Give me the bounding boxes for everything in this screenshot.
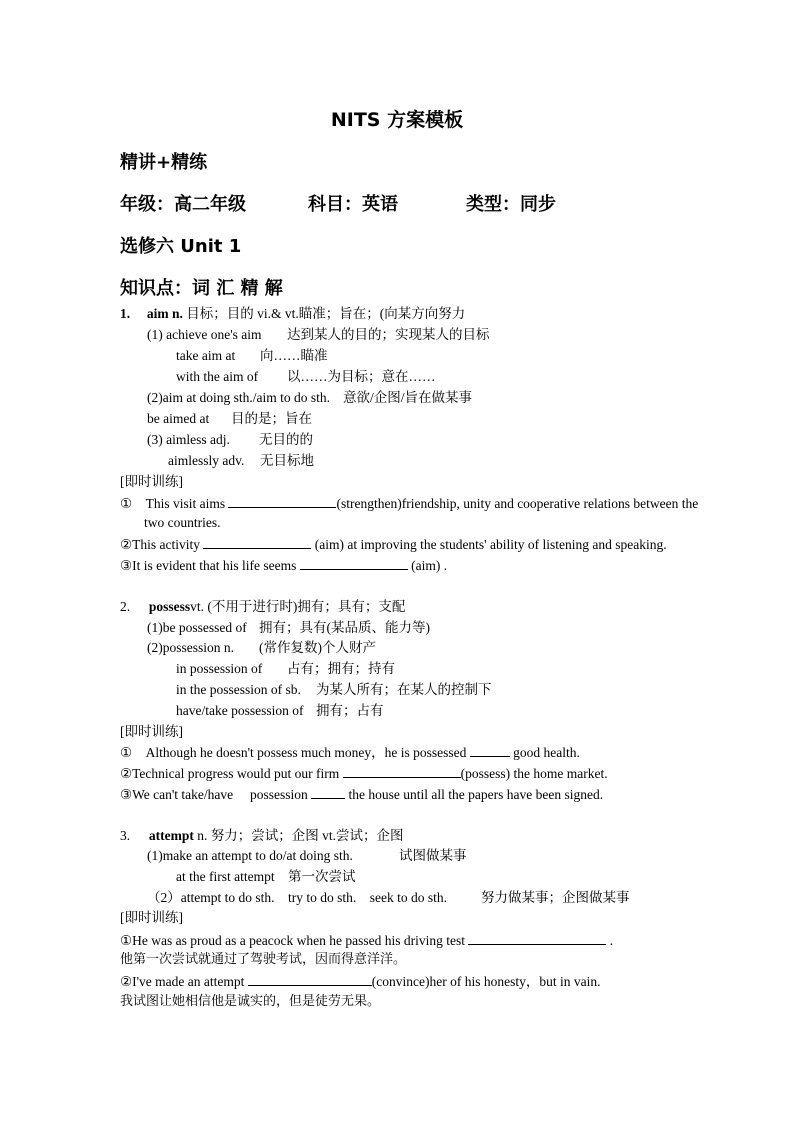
item2-heading xyxy=(120,599,405,615)
sub-title: 精讲+精练 xyxy=(120,152,208,173)
item3-exercise-2-translation: 我试图让她相信他是诚实的，但是徒劳无果。 xyxy=(120,994,381,1009)
item2-line-5: have/take possession of 拥有；占有 xyxy=(176,703,384,718)
item2-number: 2. xyxy=(120,599,131,614)
item2-practice-label: [即时训练] xyxy=(120,724,183,739)
item1-line-3: with the aim of 以……为目标；意在…… xyxy=(176,369,436,384)
item1-line-6: (3) aimless adj. 无目的的 xyxy=(147,432,313,447)
item2-exercise-1: ① Although he doesn't possess much money，he is possessed good health. xyxy=(120,745,580,760)
item3-exercise-2: ②I've made an attempt (convince)her of his honesty，but in vain. xyxy=(120,974,601,989)
item1-exercise-2: ②This activity (aim) at improving the students' ability of listening and speaking. xyxy=(120,537,667,552)
item3-line-2: at the first attempt 第一次尝试 xyxy=(176,869,356,884)
item1-line-5: be aimed at 目的是；旨在 xyxy=(147,411,312,426)
answer-blank[interactable] xyxy=(228,495,336,508)
item1-line-2: take aim at 向……瞄准 xyxy=(176,348,328,363)
item2-line-2: (2)possession n. (常作复数)个人财产 xyxy=(147,640,376,655)
item2-line-4: in the possession of sb. 为某人所有；在某人的控制下 xyxy=(176,682,492,697)
item3-line-1: (1)make an attempt to do/at doing sth. 试图做某事 xyxy=(147,848,467,863)
item2-line-3: in possession of 占有；拥有；持有 xyxy=(176,661,395,676)
answer-blank[interactable] xyxy=(300,557,408,570)
item2-exercise-3: ③We can't take/have possession the house until all the papers have been signed. xyxy=(120,787,604,802)
item1-line-4: (2)aim at doing sth./aim to do sth. 意欲/企图/旨在做某事 xyxy=(147,390,473,405)
answer-blank[interactable] xyxy=(311,786,345,799)
item1-exercise-1: ① This visit aims (strengthen)friendship, unity and cooperative relations between the xyxy=(120,496,699,511)
item3-exercise-1: ①He was as proud as a peacock when he passed his driving test . xyxy=(120,933,614,948)
item1-word: aim n. xyxy=(146,306,183,321)
item3-line-3: （2）attempt to do sth. try to do sth. seek to do sth. 努力做某事；企图做某事 xyxy=(147,890,630,905)
item2-line-1: (1)be possessed of 拥有；具有(某品质、能力等) xyxy=(147,620,430,635)
item1-line-7: aimlessly adv. 无目标地 xyxy=(168,453,314,468)
item1-number: 1. xyxy=(120,306,131,321)
item1-line-1: (1) achieve one's aim 达到某人的目的；实现某人的目标 xyxy=(147,327,490,342)
item3-number: 3. xyxy=(120,828,131,843)
answer-blank[interactable] xyxy=(203,536,311,549)
item3-word: attempt xyxy=(148,828,194,843)
section-heading: 知识点：词 汇 精 解 xyxy=(120,278,283,299)
item3-exercise-1-translation: 他第一次尝试就通过了驾驶考试，因而得意洋洋。 xyxy=(120,952,407,967)
item1-heading xyxy=(120,306,465,322)
answer-blank[interactable] xyxy=(470,744,510,757)
item1-definition: 目标；目的 vi.& vt.瞄准；旨在；(向某方向努力 xyxy=(186,306,466,321)
meta-subject: 科目：英语 xyxy=(308,194,398,215)
item1-exercise-3: ③It is evident that his life seems (aim) . xyxy=(120,558,448,573)
item2-definition: vt. (不用于进行时)拥有；具有；支配 xyxy=(190,599,406,614)
item2-exercise-2: ②Technical progress would put our firm (possess) the home market. xyxy=(120,766,608,781)
document-title: NITS 方案模板 xyxy=(330,109,464,131)
answer-blank[interactable] xyxy=(468,932,606,945)
unit-heading: 选修六 Unit 1 xyxy=(120,236,242,257)
answer-blank[interactable] xyxy=(343,765,461,778)
answer-blank[interactable] xyxy=(248,973,372,986)
item3-definition: n. 努力；尝试；企图 vt.尝试；企图 xyxy=(197,828,404,843)
meta-grade: 年级：高二年级 xyxy=(120,194,246,215)
item3-practice-label: [即时训练] xyxy=(120,910,183,925)
item2-word: possess xyxy=(148,599,191,614)
meta-type: 类型：同步 xyxy=(466,194,556,215)
item1-exercise-1-cont: two countries. xyxy=(144,515,221,530)
item3-heading xyxy=(120,828,404,844)
item1-practice-label: [即时训练] xyxy=(120,474,183,489)
